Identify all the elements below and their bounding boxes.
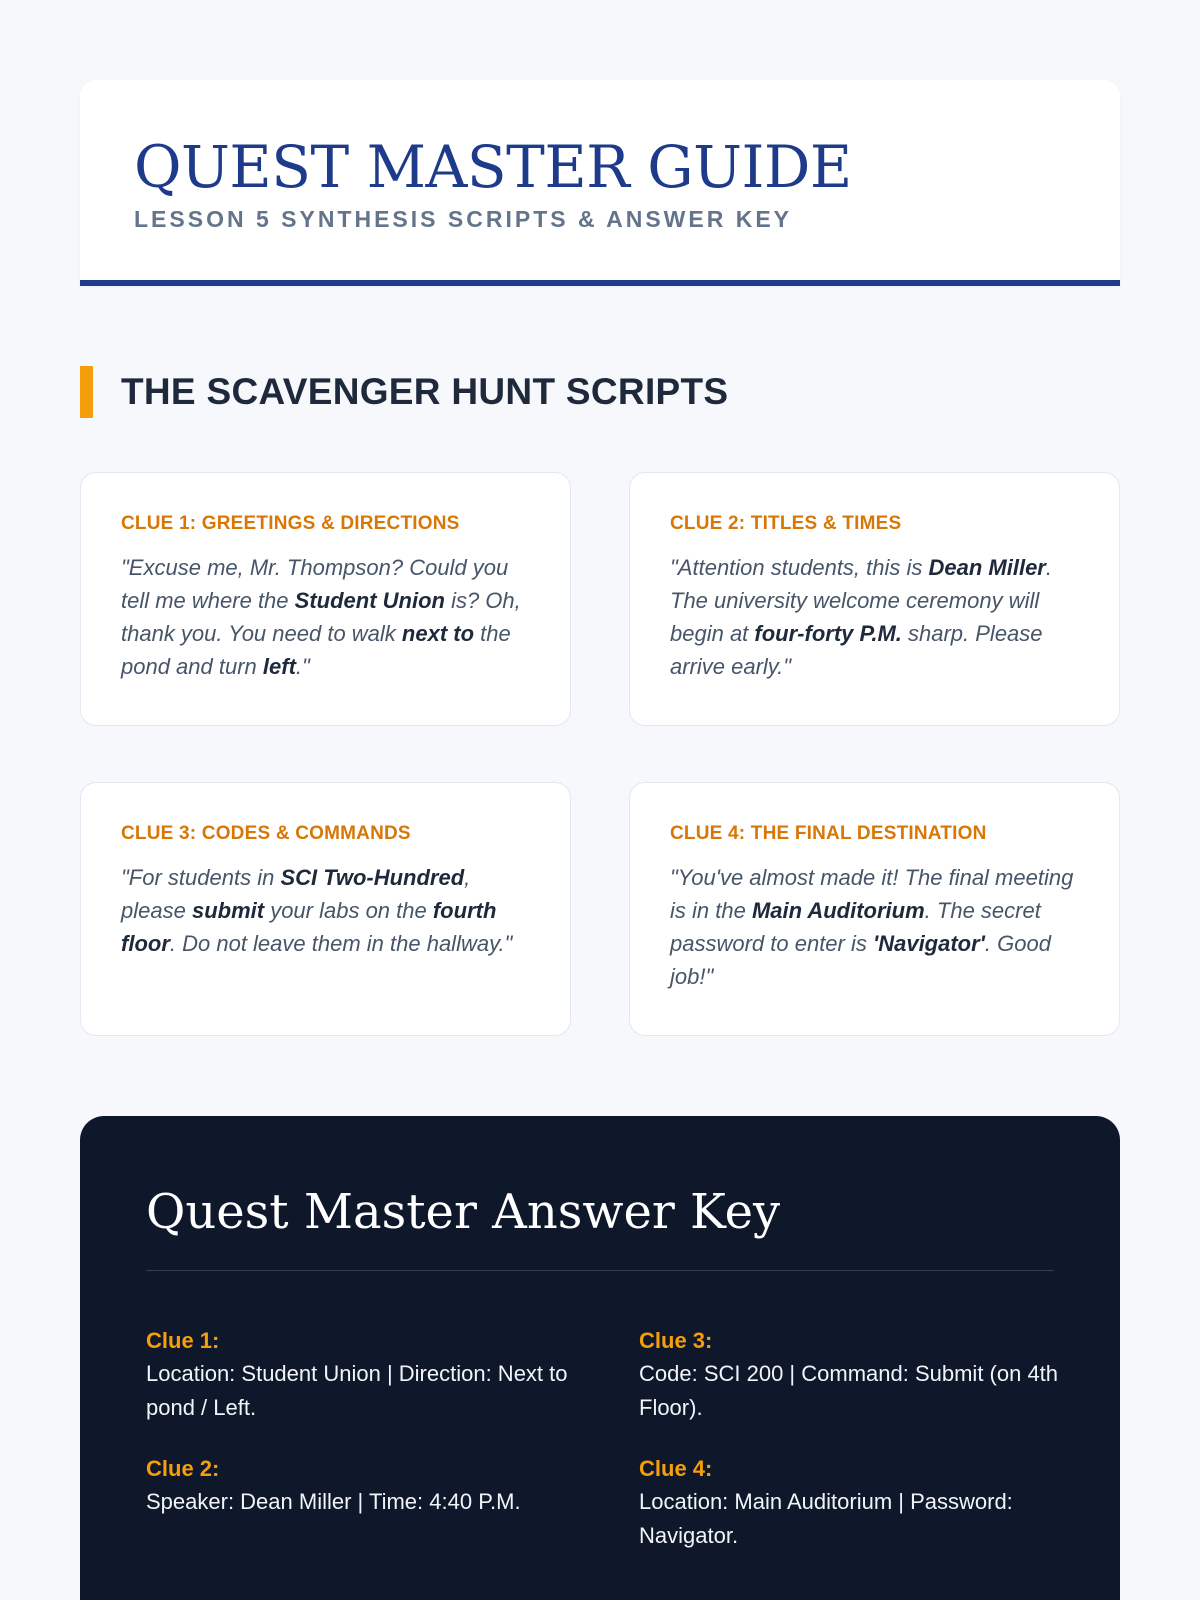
section-title: THE SCAVENGER HUNT SCRIPTS	[121, 371, 729, 412]
clue-label: CLUE 1: GREETINGS & DIRECTIONS	[121, 513, 460, 534]
answer-label: Clue 1:	[146, 1328, 220, 1353]
clue-card-3	[80, 782, 571, 1036]
answer-key-divider	[146, 1270, 1054, 1271]
answer-item	[146, 1453, 576, 1553]
clue-grid	[80, 472, 1120, 1036]
script-keyword: 'Navigator'	[872, 931, 985, 956]
script-keyword: Dean Miller	[928, 555, 1046, 580]
clue-card-4	[629, 782, 1120, 1036]
section-heading	[80, 366, 1120, 418]
answer-item	[639, 1453, 1069, 1553]
section-accent-bar	[80, 366, 93, 418]
script-keyword: fourth floor	[121, 898, 497, 956]
clue-script: "Excuse me, Mr. Thompson? Could you tell me where the Student Union is? Oh, thank you. You need to walk next to the pond and turn left."	[121, 555, 521, 679]
clue-label: CLUE 4: THE FINAL DESTINATION	[670, 823, 987, 844]
answer-text: Location: Main Auditorium | Password: Navigator.	[639, 1489, 1013, 1548]
answer-label: Clue 3:	[639, 1328, 713, 1353]
guide-subtitle: LESSON 5 SYNTHESIS SCRIPTS & ANSWER KEY	[134, 206, 793, 232]
answer-key-title: Quest Master Answer Key	[146, 1184, 781, 1240]
clue-script: "For students in SCI Two-Hundred, please submit your labs on the fourth floor. Do not leave them in the hallway."	[121, 865, 513, 956]
header-card	[80, 80, 1120, 286]
script-keyword: SCI Two-Hundred	[280, 865, 465, 890]
script-keyword: next to	[401, 621, 475, 646]
answer-item	[146, 1325, 576, 1425]
answer-text: Location: Student Union | Direction: Next to pond / Left.	[146, 1361, 568, 1420]
script-keyword: four-forty P.M.	[754, 621, 902, 646]
clue-script: "Attention students, this is Dean Miller. The university welcome ceremony will begin at four-forty P.M. sharp. Please arrive early."	[670, 555, 1052, 679]
clue-card-1	[80, 472, 571, 726]
answer-grid	[146, 1325, 1059, 1553]
script-keyword: submit	[191, 898, 265, 923]
clue-script: "You've almost made it! The final meeting is in the Main Auditorium. The secret password to enter is 'Navigator'. Good job!"	[670, 865, 1074, 989]
script-keyword: left	[262, 654, 296, 679]
clue-label: CLUE 2: TITLES & TIMES	[670, 513, 902, 534]
script-keyword: Student Union	[294, 588, 445, 613]
clue-label: CLUE 3: CODES & COMMANDS	[121, 823, 411, 844]
guide-title: QUEST MASTER GUIDE	[134, 133, 852, 201]
answer-text: Code: SCI 200 | Command: Submit (on 4th Floor).	[639, 1361, 1059, 1420]
answer-key-card	[80, 1116, 1120, 1600]
answer-text: Speaker: Dean Miller | Time: 4:40 P.M.	[146, 1489, 521, 1514]
answer-item	[639, 1325, 1069, 1425]
script-keyword: Main Auditorium	[751, 898, 925, 923]
answer-label: Clue 4:	[639, 1456, 713, 1481]
clue-card-2	[629, 472, 1120, 726]
answer-label: Clue 2:	[146, 1456, 220, 1481]
